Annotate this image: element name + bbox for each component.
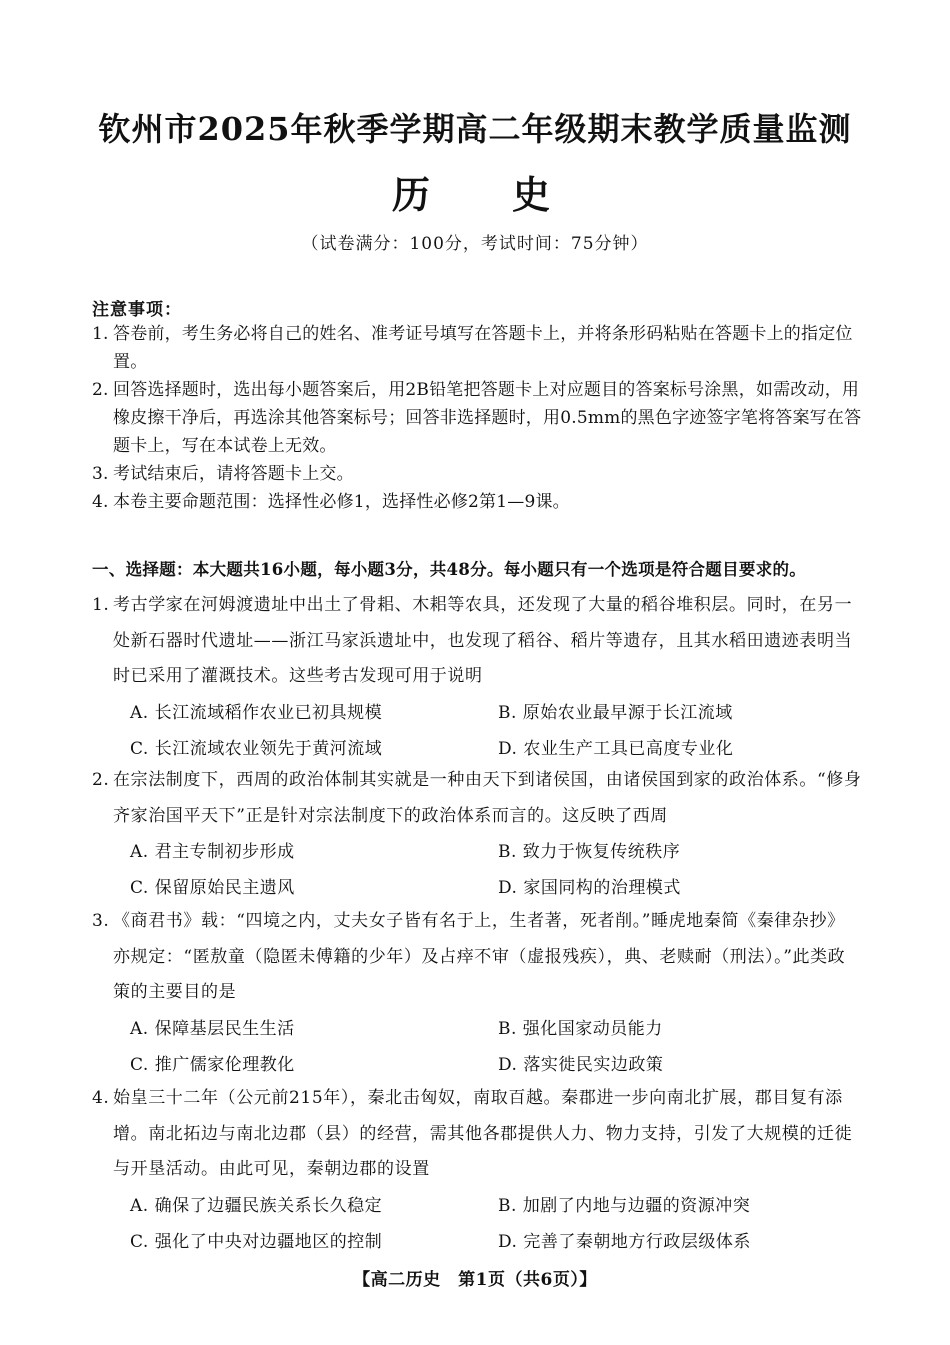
question-stem	[92, 588, 862, 695]
question-number: 4.	[92, 1088, 110, 1108]
note-number: 3.	[92, 464, 109, 484]
question-1	[92, 588, 862, 767]
notes-heading: 注意事项：	[92, 300, 182, 320]
notes-list	[92, 320, 862, 516]
option-a: A. 确保了边疆民族关系长久稳定	[130, 1195, 383, 1216]
note-text: 答卷前，考生务必将自己的姓名、准考证号填写在答题卡上，并将条形码粘贴在答题卡上的指定位置。	[113, 324, 853, 372]
question-number: 2.	[92, 770, 110, 790]
question-4	[92, 1081, 862, 1260]
question-options	[130, 834, 862, 906]
option-b: B. 原始农业最早源于长江流域	[498, 702, 733, 723]
question-stem	[92, 1081, 862, 1188]
option-a: A. 保障基层民生生活	[130, 1018, 295, 1039]
question-options	[130, 1188, 862, 1260]
question-text: 《商君书》载：“四境之内，丈夫女子皆有名于上，生者著，死者削。”睡虎地秦简《秦律杂抄》亦规定：“匿敖童（隐匿未傅籍的少年）及占㾕不审（虚报残疾），典、老赎耐（刑法）。”此类政策的主要目的是	[113, 911, 846, 1002]
question-options	[130, 695, 862, 767]
page-footer: 【高二历史 第1页（共6页）】	[353, 1270, 597, 1290]
option-c: C. 推广儒家伦理教化	[130, 1054, 295, 1075]
note-text: 本卷主要命题范围：选择性必修1，选择性必修2第1—9课。	[113, 492, 570, 512]
option-c: C. 长江流域农业领先于黄河流域	[130, 738, 383, 759]
option-d: D. 家国同构的治理模式	[498, 878, 681, 898]
note-text: 考试结束后，请将答题卡上交。	[113, 464, 354, 484]
note-number: 2.	[92, 380, 109, 400]
section-heading: 一、选择题：本大题共16小题，每小题3分，共48分。每小题只有一个选项是符合题目要求的。	[92, 560, 807, 579]
note-item	[92, 376, 862, 460]
question-stem	[92, 904, 862, 1011]
subject-title	[0, 164, 950, 219]
option-b: B. 加剧了内地与边疆的资源冲突	[498, 1195, 751, 1216]
question-number: 3.	[92, 911, 110, 931]
note-item	[92, 460, 862, 488]
question-text: 始皇三十二年（公元前215年），秦北击匈奴，南取百越。秦郡进一步向南北扩展，郡目复有添增。南北拓边与南北边郡（县）的经营，需其他各郡提供人力、物力支持，引发了大规模的迁徙与开垦活动。由此可见，秦朝边郡的设置	[113, 1088, 853, 1179]
option-c: C. 强化了中央对边疆地区的控制	[130, 1231, 383, 1252]
question-options	[130, 1011, 862, 1083]
note-item	[92, 488, 862, 516]
option-d: D. 农业生产工具已高度专业化	[498, 738, 734, 759]
option-a: A. 君主专制初步形成	[130, 842, 295, 862]
question-text: 考古学家在河姆渡遗址中出土了骨耜、木耜等农具，还发现了大量的稻谷堆积层。同时，在另一处新石器时代遗址——浙江马家浜遗址中，也发现了稻谷、稻片等遗存，且其水稻田遗迹表明当时已采用了灌溉技术。这些考古发现可用于说明	[113, 595, 853, 686]
question-2	[92, 763, 862, 906]
note-number: 1.	[92, 324, 109, 344]
option-d: D. 完善了秦朝地方行政层级体系	[498, 1231, 751, 1252]
exam-title: 钦州市2025年秋季学期高二年级期末教学质量监测	[98, 110, 852, 148]
option-d: D. 落实徙民实边政策	[498, 1054, 664, 1075]
note-number: 4.	[92, 492, 109, 512]
question-3	[92, 904, 862, 1083]
exam-info: （试卷满分：100分，考试时间：75分钟）	[301, 234, 649, 254]
question-text: 在宗法制度下，西周的政治体制其实就是一种由天下到诸侯国，由诸侯国到家的政治体系。“修身齐家治国平天下”正是针对宗法制度下的政治体系而言的。这反映了西周	[113, 770, 862, 826]
subject-title-char-2: 史	[512, 172, 559, 217]
note-item	[92, 320, 862, 376]
option-b: B. 强化国家动员能力	[498, 1018, 663, 1039]
option-b: B. 致力于恢复传统秩序	[498, 842, 681, 862]
option-a: A. 长江流域稻作农业已初具规模	[130, 702, 383, 723]
note-text: 回答选择题时，选出每小题答案后，用2B铅笔把答题卡上对应题目的答案标号涂黑，如需改动，用橡皮擦干净后，再选涂其他答案标号；回答非选择题时，用0.5mm的黑色字迹签字笔将答案写在答题卡上，写在本试卷上无效。	[113, 380, 862, 456]
option-c: C. 保留原始民主遗风	[130, 878, 295, 898]
subject-title-char-1: 历	[391, 172, 438, 217]
question-stem	[92, 763, 862, 834]
question-number: 1.	[92, 595, 110, 615]
